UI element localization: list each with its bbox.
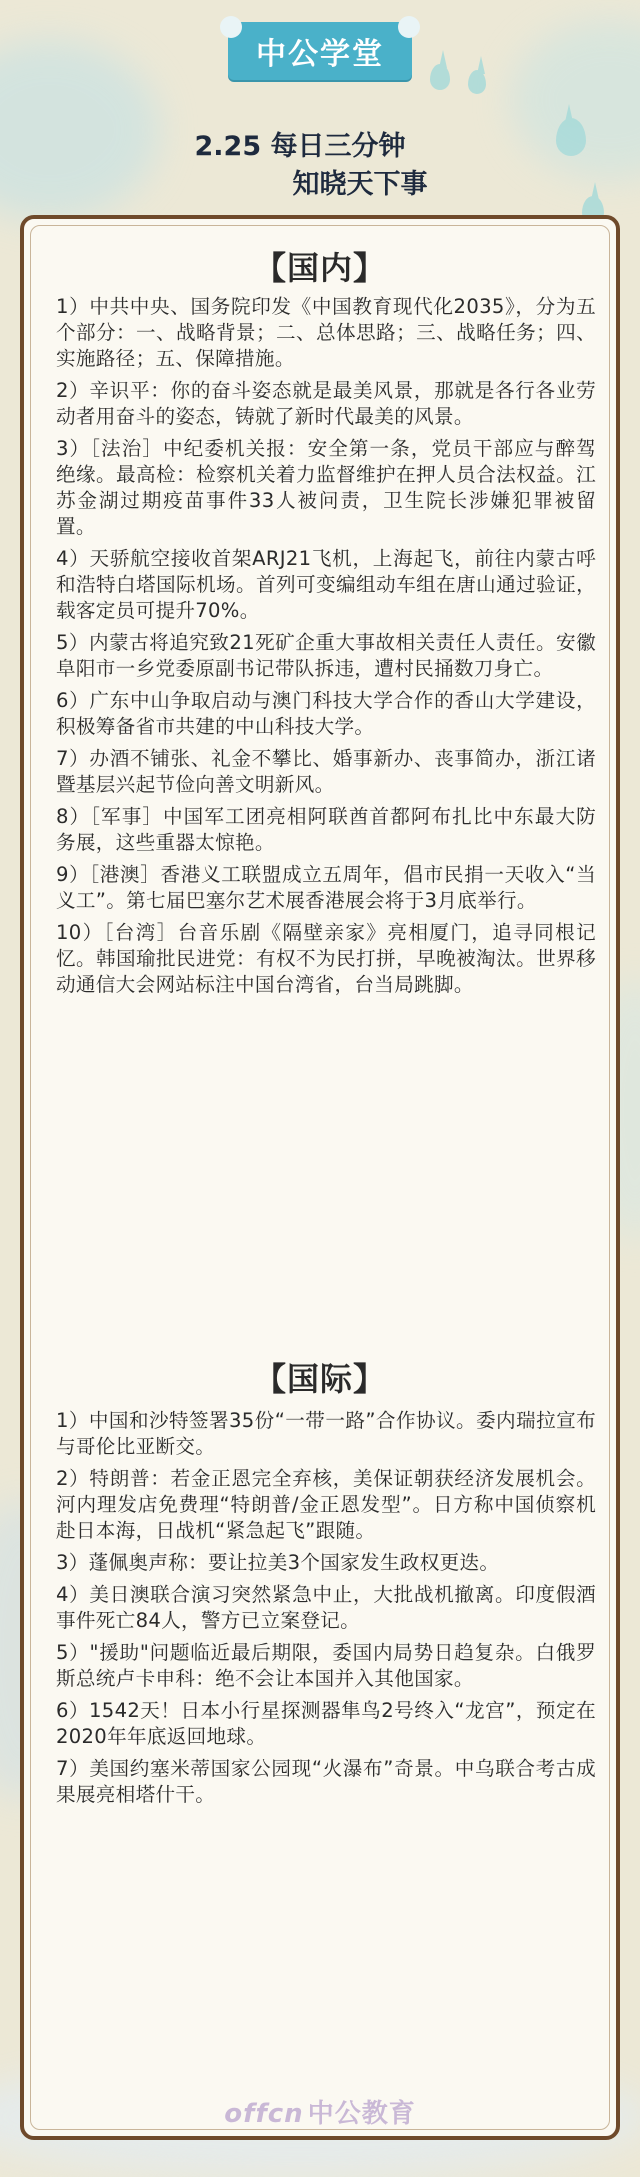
water-drop-icon (430, 64, 450, 90)
news-item: 5）内蒙古将追究致21死矿企重大事故相关责任人责任。安徽阜阳市一乡党委原副书记带队拆违，遭村民捅数刀身亡。 (56, 631, 596, 680)
news-item: 7）办酒不铺张、礼金不攀比、婚事新办、丧事简办，浙江诸暨基层兴起节俭向善文明新风。 (56, 747, 596, 796)
news-card (20, 215, 620, 2140)
brand-logo (0, 2093, 640, 2130)
brand-badge-text: 中公学堂 (256, 37, 384, 72)
news-item: 3）蓬佩奥声称：要让拉美3个国家发生政权更迭。 (56, 1551, 500, 1574)
news-item: 5）"援助"问题临近最后期限，委国内局势日趋复杂。白俄罗斯总统卢卡申科：绝不会让本国并入其他国家。 (56, 1641, 596, 1690)
news-item: 10）［台湾］台音乐剧《隔壁亲家》亮相厦门，追寻同根记忆。韩国瑜批民进党：有权不为民打拼，早晚被淘汰。世界移动通信大会网站标注中国台湾省，台当局跳脚。 (56, 921, 596, 996)
news-item: 4）美日澳联合演习突然紧急中止，大批战机撤离。印度假酒事件死亡84人，警方已立案登记。 (56, 1583, 596, 1632)
news-item: 1）中共中央、国务院印发《中国教育现代化2035》，分为五个部分：一、战略背景；二、总体思路；三、战略任务；四、实施路径；五、保障措施。 (56, 295, 596, 370)
news-item: 7）美国约塞米蒂国家公园现“火瀑布”奇景。中乌联合考古成果展亮相塔什干。 (56, 1757, 596, 1806)
news-item: 4）天骄航空接收首架ARJ21飞机，上海起飞，前往内蒙古呼和浩特白塔国际机场。首列可变编组动车组在唐山通过验证，载客定员可提升70%。 (56, 547, 596, 622)
news-item: 3）［法治］中纪委机关报：安全第一条，党员干部应与醉驾绝缘。最高检：检察机关着力监督维护在押人员合法权益。江苏金湖过期疫苗事件33人被问责，卫生院长涉嫌犯罪被留置。 (56, 437, 596, 538)
news-item: 6）1542天！日本小行星探测器隼鸟2号终入“龙宫”，预定在2020年年底返回地球。 (56, 1699, 596, 1748)
page-title-line1: 2.25 每日三分钟 (194, 131, 406, 162)
brand-logo-en: offcn (224, 2099, 304, 2129)
news-item: 1）中国和沙特签署35份“一带一路”合作协议。委内瑞拉宣布与哥伦比亚断交。 (56, 1409, 596, 1458)
news-item: 2）特朗普：若金正恩完全弃核，美保证朝获经济发展机会。河内理发店免费理“特朗普/金正恩发型”。日方称中国侦察机赴日本海，日战机“紧急起飞”跟随。 (56, 1467, 596, 1542)
brand-badge (228, 22, 412, 80)
section-title-domestic: 【国内】 (253, 249, 386, 287)
international-news-list (56, 1408, 596, 1814)
brand-logo-cn: 中公教育 (307, 2099, 416, 2129)
page-title-line2: 知晓天下事 (292, 169, 428, 200)
domestic-news-list (56, 294, 596, 1004)
news-item: 2）辛识平：你的奋斗姿态就是最美风景，那就是各行各业劳动者用奋斗的姿态，铸就了新时代最美的风景。 (56, 379, 596, 428)
news-item: 6）广东中山争取启动与澳门科技大学合作的香山大学建设，积极筹备省市共建的中山科技大学。 (56, 689, 596, 738)
water-drop-icon (468, 70, 486, 94)
section-title-international: 【国际】 (253, 1360, 386, 1398)
news-item: 9）［港澳］香港义工联盟成立五周年，倡市民捐一天收入“当义工”。第七届巴塞尔艺术展香港展会将于3月底举行。 (56, 863, 596, 912)
news-item: 8）［军事］中国军工团亮相阿联酋首都阿布扎比中东最大防务展，这些重器太惊艳。 (56, 805, 596, 854)
